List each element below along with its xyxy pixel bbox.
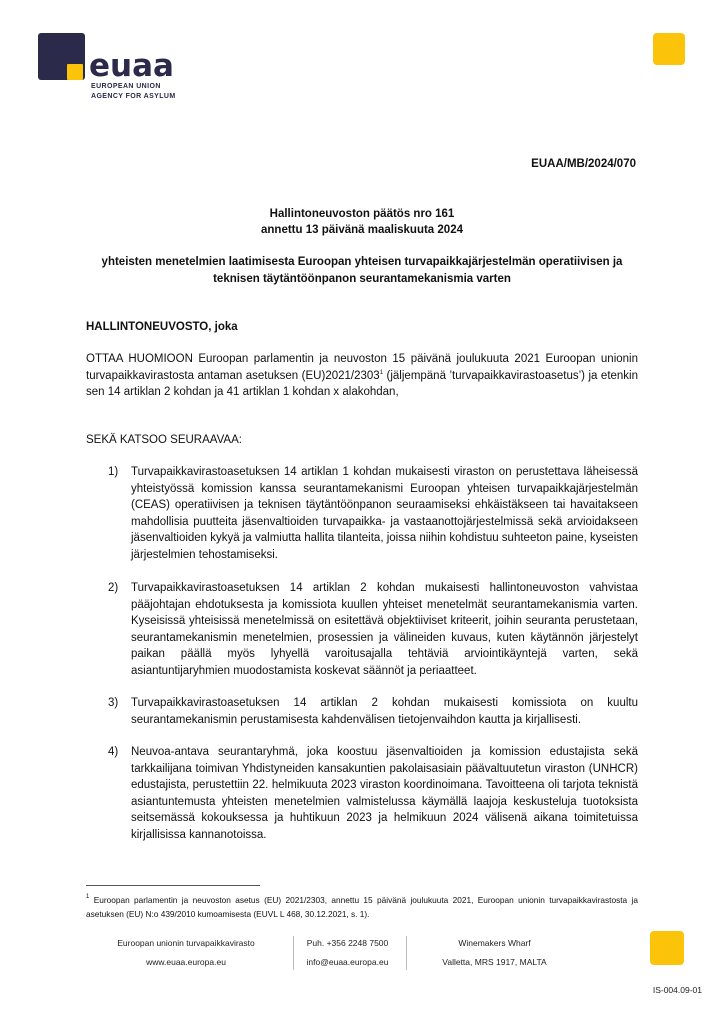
footer-address-line2: Valletta, MRS 1917, MALTA xyxy=(442,957,547,967)
footnote-ref[interactable]: 1 xyxy=(379,369,384,376)
recital-number: 2) xyxy=(108,582,119,594)
footnote-number: 1 xyxy=(86,894,90,900)
document-reference: EUAA/MB/2024/070 xyxy=(531,158,636,170)
footer-address xyxy=(412,934,577,972)
footer-divider xyxy=(406,936,407,970)
recital-3 xyxy=(108,695,638,728)
footer-contact xyxy=(300,934,395,972)
board-intro: HALLINTONEUVOSTO, joka xyxy=(86,321,238,333)
decision-subject xyxy=(60,254,664,288)
recital-text: Turvapaikkavirastoasetuksen 14 artiklan 1 kohdan mukaisesti viraston on perustettava läheisessä yhteistyössä komission kanssa seurantamekanismi Euroopan yhteisen turvapaikkajärjestelmän (CEAS) operatiivisen ja teknisen täytäntöönpanon seuraamiseksi ehkäistäkseen tai havaitakseen mahdollisia puutteita jäsenvaltioiden turvapaikka- ja vastaanottojärjestelmissä sekä arvioidakseen jäsenvaltioiden kykyä ja valmiutta hallita tilanteita, joissa niihin kohdistuu suhteeton paine, kyseisten järjestelmien tehostamiseksi. xyxy=(131,466,638,561)
recital-text: Turvapaikkavirastoasetuksen 14 artiklan 2 kohdan mukaisesti hallintoneuvoston vahvistaa pääjohtajan ehdotuksesta ja komissiota kuullen yhteiset menetelmät seurantamekanismia varten. Kyseisissä yhteisissä menetelmissä on esitettävä objektiiviset kriteerit, joihin seuranta perustetaan, seurantamekanismin menetelmien, prosessien ja välineiden kuvaus, kuten käytännön järjestelyt paikan päällä myös lyhyellä varoitusajalla tehtäviä arviointikäyntejä varten, sekä asiantuntijaryhmien muodostamista koskevat säännöt ja periaatteet. xyxy=(131,582,638,677)
header-yellow-square-icon xyxy=(653,33,685,65)
whereas-heading: SEKÄ KATSOO SEURAAVAA: xyxy=(86,434,242,446)
footer-email-link[interactable]: info@euaa.europa.eu xyxy=(306,957,389,967)
recital-number: 4) xyxy=(108,746,119,758)
logo-yellow-square-icon xyxy=(67,64,83,80)
logo-subtitle-line1: EUROPEAN UNION xyxy=(91,83,161,90)
decision-title xyxy=(60,206,664,238)
recital-number: 3) xyxy=(108,697,119,709)
footer-divider xyxy=(293,936,294,970)
decision-title-line2: annettu 13 päivänä maaliskuuta 2024 xyxy=(261,224,463,236)
logo-wordmark: euaa xyxy=(89,48,174,84)
footnote xyxy=(86,893,638,921)
footer-yellow-square-icon xyxy=(650,931,684,965)
footer-website-link[interactable]: www.euaa.europa.eu xyxy=(146,957,226,967)
recital-2 xyxy=(108,580,638,679)
recital-1 xyxy=(108,464,638,563)
footnote-separator xyxy=(86,885,260,886)
logo-subtitle-line2: AGENCY FOR ASYLUM xyxy=(91,93,176,100)
decision-title-line1: Hallintoneuvoston päätös nro 161 xyxy=(269,208,455,220)
footer-agency-name: Euroopan unionin turvapaikkavirasto xyxy=(117,938,255,948)
considering-text-cont: (jäljempänä ’turvapaikkavirastoasetus’) ja etenkin sen 14 artiklan 2 kohdan ja 41 artiklan 1 kohdan x alakohdan, xyxy=(86,369,639,398)
recital-text: Turvapaikkavirastoasetuksen 14 artiklan 2 kohdan mukaisesti komissiota on kuultu seurantamekanismin perustamisesta kahdenvälisen tietojenvaihdon kautta ja kirjallisesti. xyxy=(131,697,638,726)
form-code: IS-004.09-01 xyxy=(652,985,702,995)
footer-address-line1: Winemakers Wharf xyxy=(458,938,531,948)
footnote-text: Euroopan parlamentin ja neuvoston asetus (EU) 2021/2303, annettu 15 päivänä joulukuuta 2021, Euroopan unionin turvapaikkavirastosta ja asetuksen (EU) N:o 439/2010 kumoamisesta (EUVL L 468, 30.12.2021, s. 1). xyxy=(86,895,638,919)
considering-paragraph xyxy=(86,351,638,401)
considering-text: OTTAA HUOMIOON Euroopan parlamentin ja neuvoston 15 päivänä joulukuuta 2021 Euroopan unionin turvapaikkavirastosta antaman asetuksen (EU)2021/2303 xyxy=(86,353,638,382)
recital-number: 1) xyxy=(108,466,119,478)
decision-subject-line1: yhteisten menetelmien laatimisesta Euroopan yhteisen turvapaikkajärjestelmän operatiivisen ja xyxy=(101,256,623,268)
decision-subject-line2: teknisen täytäntöönpanon seurantamekanismia varten xyxy=(213,273,511,285)
footer-phone: Puh. +356 2248 7500 xyxy=(306,938,389,948)
footer-agency xyxy=(96,934,276,972)
recital-text: Neuvoa-antava seurantaryhmä, joka koostuu jäsenvaltioiden ja komission edustajista sekä tarkkailijana toimivan Yhdistyneiden kansakuntien pakolaisasiain päävaltuutetun viraston (UNHCR) edustajista, perustettiin 22. helmikuuta 2023 viraston koordinoimana. Tavoitteena oli tarjota teknistä asiantuntemusta yhteisten menetelmien valmistelussa käymällä laajoja keskusteluja tuotoksista seitsemässä kokouksessa ja huhtikuun 2023 ja helmikuun 2024 välisenä aikana toimitetuissa kirjallisissa kannanotoissa. xyxy=(131,746,638,841)
recital-4 xyxy=(108,744,638,843)
euaa-logo xyxy=(38,33,188,100)
